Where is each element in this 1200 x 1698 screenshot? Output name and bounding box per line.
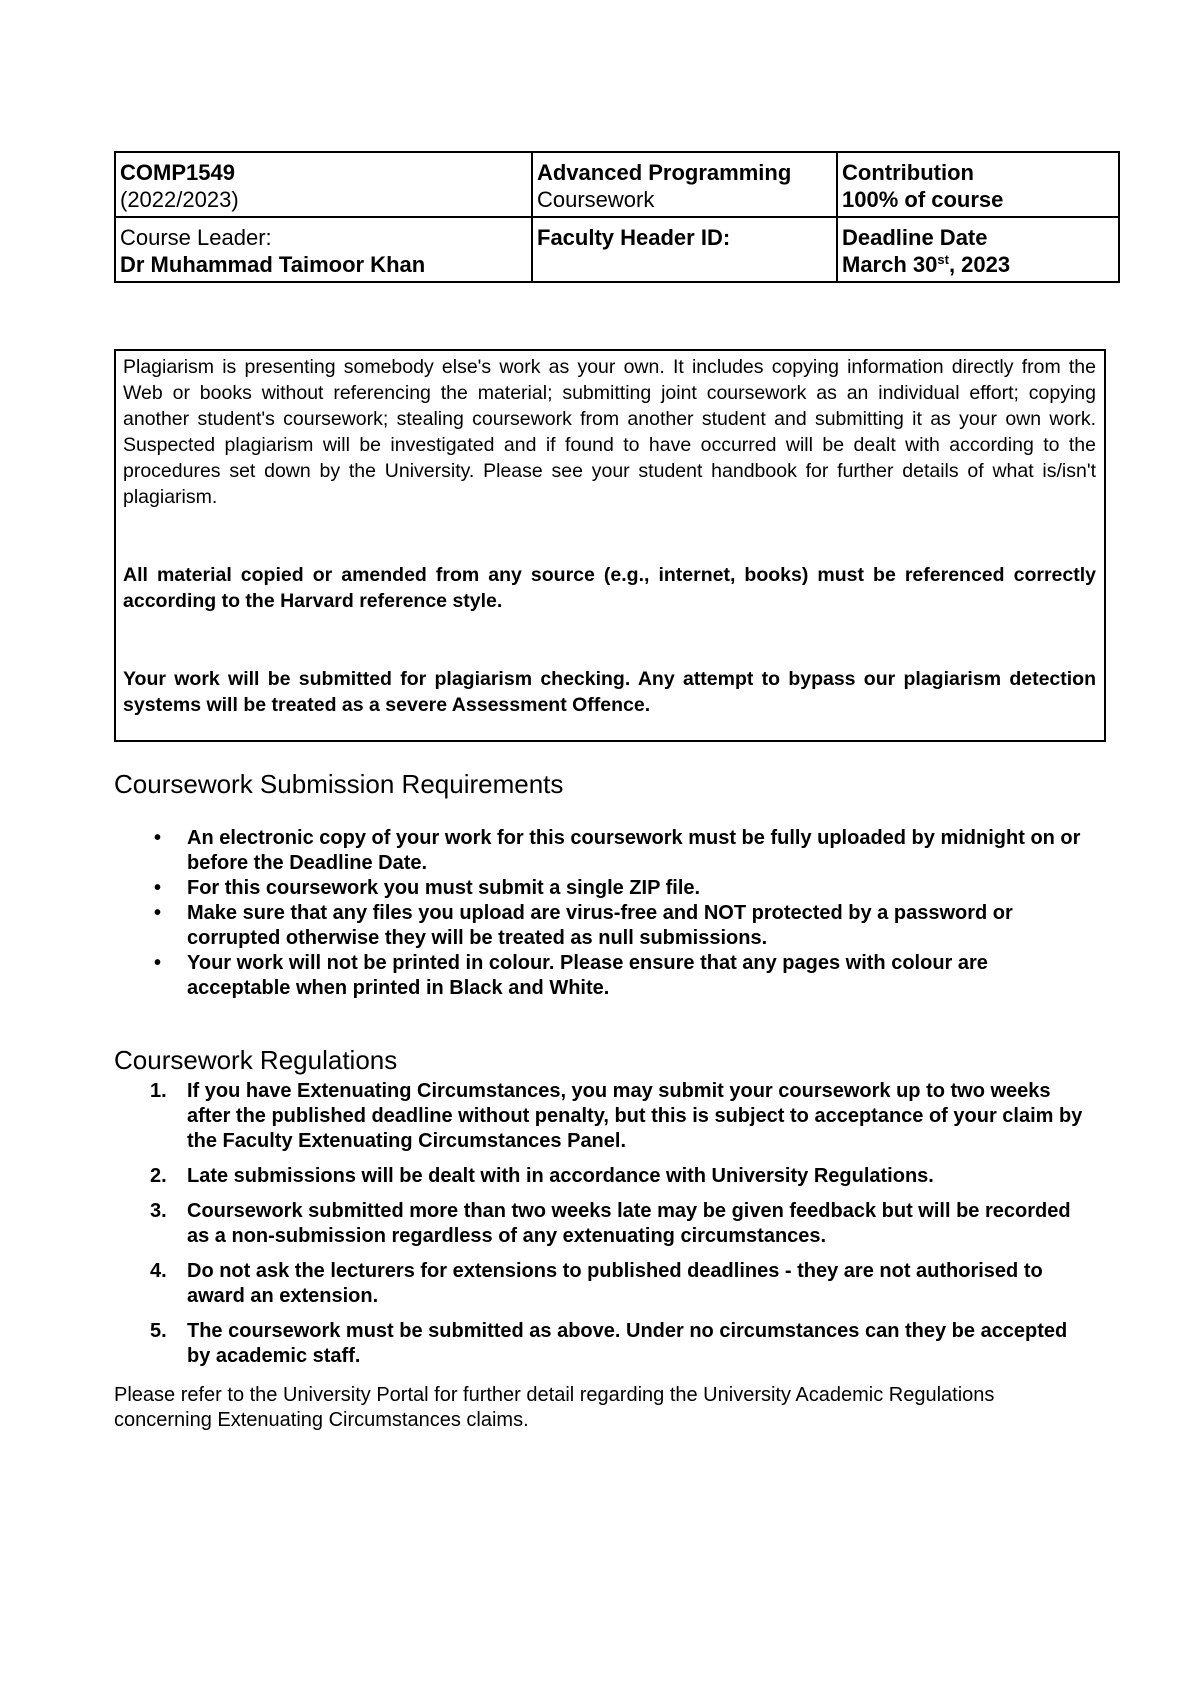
regulations-footer-note: Please refer to the University Portal for further detail regarding the University Academic Regulations concerning Extenuating Circumstances claims. — [114, 1384, 995, 1431]
contribution-label: Contribution — [842, 160, 974, 185]
course-leader-label: Course Leader: — [120, 225, 272, 250]
header-row-2 — [115, 217, 1119, 282]
list-item — [114, 951, 1094, 1001]
bullet-icon: • — [154, 877, 162, 899]
list-item-text: Late submissions will be dealt with in accordance with University Regulations. — [187, 1165, 934, 1187]
course-header-table — [114, 151, 1120, 283]
course-title-line2: Coursework — [537, 187, 655, 212]
list-item-number: 1. — [150, 1080, 167, 1102]
list-item — [114, 1164, 1094, 1189]
list-item-number: 4. — [150, 1260, 167, 1282]
deadline-date — [842, 251, 1114, 278]
bullet-icon: • — [154, 902, 162, 924]
submission-heading: Coursework Submission Requirements — [114, 769, 564, 799]
referencing-paragraph: All material copied or amended from any source (e.g., internet, books) must be referenced correctly according to the Harvard reference style. — [123, 564, 1096, 612]
bullet-icon: • — [154, 827, 162, 849]
list-item — [114, 1199, 1094, 1249]
plagiarism-notice-box — [114, 349, 1106, 742]
list-item-text: The coursework must be submitted as above. Under no circumstances can they be accepted by academic staff. — [187, 1320, 1068, 1367]
list-item — [114, 876, 1094, 901]
faculty-header-cell — [532, 217, 837, 282]
course-title-line1: Advanced Programming — [537, 160, 792, 185]
deadline-label: Deadline Date — [842, 225, 988, 250]
list-item-text: An electronic copy of your work for this coursework must be fully uploaded by midnight on or before the Deadline Date. — [187, 827, 1081, 874]
course-leader-cell — [115, 217, 532, 282]
header-row-1 — [115, 152, 1119, 217]
list-item-text: If you have Extenuating Circumstances, you may submit your coursework up to two weeks after the published deadline without penalty, but this is subject to acceptance of your claim by the Faculty Extenuating Circumstances Panel. — [187, 1080, 1083, 1152]
bullet-icon: • — [154, 952, 162, 974]
regulations-list — [114, 1079, 1094, 1379]
course-title-cell — [532, 152, 837, 217]
list-item-text: Make sure that any files you upload are virus-free and NOT protected by a password or corrupted otherwise they will be treated as null submissions. — [187, 902, 1013, 949]
list-item — [114, 1079, 1094, 1154]
list-item — [114, 901, 1094, 951]
list-item-text: Coursework submitted more than two weeks late may be given feedback but will be recorded as a non-submission regardless of any extenuating circumstances. — [187, 1200, 1071, 1247]
deadline-date-main: March 30 — [842, 252, 938, 277]
list-item — [114, 826, 1094, 876]
list-item-number: 3. — [150, 1200, 167, 1222]
list-item-number: 2. — [150, 1165, 167, 1187]
deadline-cell — [837, 217, 1119, 282]
submission-requirements-list — [114, 826, 1094, 1001]
course-leader-name: Dr Muhammad Taimoor Khan — [120, 252, 426, 277]
regulations-heading: Coursework Regulations — [114, 1045, 398, 1075]
academic-year: (2022/2023) — [120, 187, 239, 212]
list-item — [114, 1259, 1094, 1309]
contribution-value: 100% of course — [842, 187, 1004, 212]
list-item-text: Your work will not be printed in colour. Please ensure that any pages with colour are acceptable when printed in Black and White. — [187, 952, 988, 999]
plagiarism-paragraph: Plagiarism is presenting somebody else's work as your own. It includes copying information directly from the Web or books without referencing the material; submitting joint coursework as an individual effort; copying another student's coursework; stealing coursework from another student and submitting it as your own work. Suspected plagiarism will be investigated and if found to have occurred will be dealt with according to the procedures set down by the University. Please see your student handbook for further details of what is/isn't plagiarism. — [123, 356, 1096, 508]
plagiarism-checking-paragraph: Your work will be submitted for plagiarism checking. Any attempt to bypass our plagiarism detection systems will be treated as a severe Assessment Offence. — [123, 668, 1096, 716]
course-code-cell — [115, 152, 532, 217]
deadline-date-year: , 2023 — [948, 252, 1011, 277]
list-item-text: For this coursework you must submit a single ZIP file. — [187, 877, 701, 899]
faculty-header-label: Faculty Header ID: — [537, 225, 731, 250]
contribution-cell — [837, 152, 1119, 217]
list-item-number: 5. — [150, 1320, 167, 1342]
list-item — [114, 1319, 1094, 1369]
list-item-text: Do not ask the lecturers for extensions to published deadlines - they are not authorised to award an extension. — [187, 1260, 1043, 1307]
deadline-date-ordinal: st — [937, 252, 949, 267]
course-code: COMP1549 — [120, 160, 235, 185]
